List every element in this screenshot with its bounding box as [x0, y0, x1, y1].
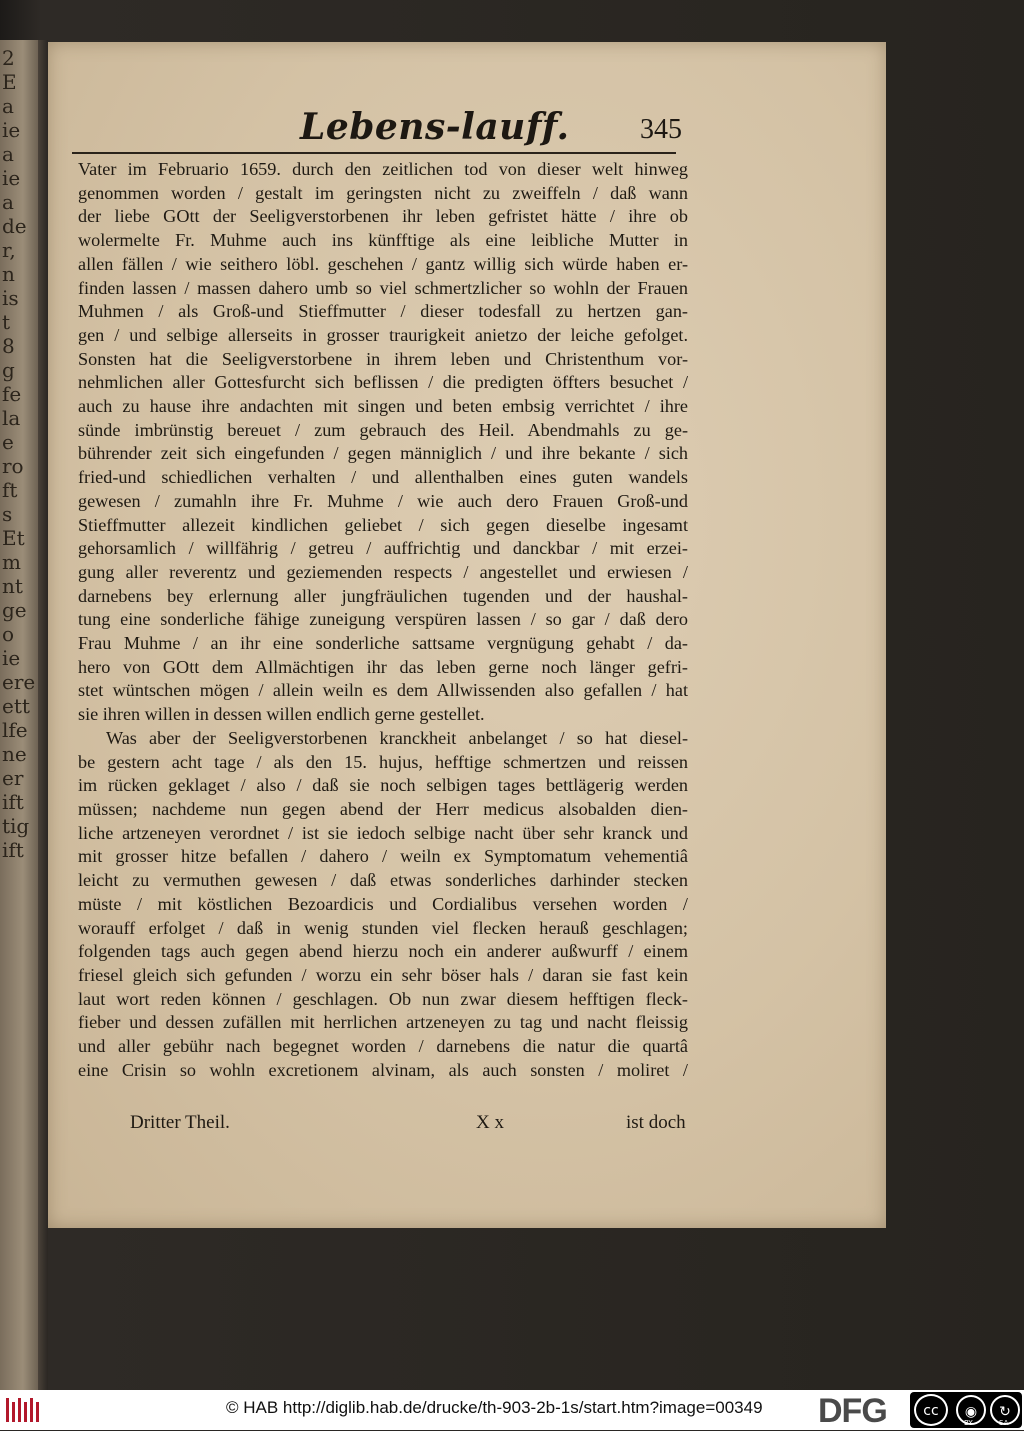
text-line: müssen; nachdeme nun gegen abend der Herr medicus alsobalden dien-: [78, 798, 688, 819]
text-line: sie ihren willen in dessen willen endlich gerne gestellet.: [78, 704, 485, 725]
page-number: 345: [640, 114, 682, 145]
text-line: fried-und schiedlichen verhalten / und allenthalben eines guten wandels: [78, 467, 688, 488]
text-line: fieber und dessen zufällen mit herrlichen artzeneyen zu tag und nacht fleissig: [78, 1012, 688, 1033]
text-line: genommen worden / gestalt im geringsten nicht zu zweiffeln / daß wann: [78, 182, 688, 203]
text-line: laut wort reden können / geschlagen. Ob nun zwar diesem hefftigen fleck-: [78, 988, 688, 1009]
text-line: hero von GOtt dem Allmächtigen ihr das leben gerne noch länger gefri-: [78, 656, 688, 677]
text-line: auch zu hause ihre andachten mit singen und beten embsig verrichtet / ihre: [78, 396, 688, 417]
by-label: BY: [964, 1419, 973, 1427]
text-line: müste / mit köstlichen Bezoardicis und Cordialibus versehen worden /: [78, 893, 688, 914]
text-line: tung eine sonderliche fähige zuneigung verspüren lassen / so gar / daß dero: [78, 609, 688, 630]
text-line: allen fällen / wie seithero löbl. geschehen / gantz willig sich würde haben er-: [78, 253, 688, 274]
book-page: [48, 42, 886, 1228]
text-line: eine Crisin so wohln excretionem alvinam, als auch sonsten / moliret /: [78, 1059, 688, 1080]
text-line: der liebe GOtt der Seeligverstorbenen ihr leben gefristet hätte / ihre ob: [78, 206, 688, 227]
hab-logo-icon: [4, 1394, 44, 1426]
text-line: gehorsamlich / willfährig / getreu / auffrichtig und danckbar / mit erzei-: [78, 538, 688, 559]
text-line: liche artzeneyen verordnet / ist sie iedoch selbige nacht über sehr kranck und: [78, 822, 688, 843]
text-line: und aller gebühr nach begegnet worden / darnebens die natur die quartâ: [78, 1036, 688, 1057]
text-line: Vater im Februario 1659. durch den zeitlichen tod von dieser welt hinweg: [78, 159, 688, 179]
text-line: im rücken geklaget / also / daß sie noch selbigen tages bettlägerig werden: [78, 775, 688, 796]
cc-icon: cc: [914, 1394, 948, 1426]
text-line: gung aller reverentz und geziemenden respects / angestellet und erwiesen /: [78, 561, 688, 582]
text-line: Sonsten hat die Seeligverstorbene in ihrem leben und Christenthum vor-: [78, 348, 688, 369]
sa-icon: ↻: [990, 1395, 1020, 1425]
running-title: Lebens-lauff.: [300, 106, 570, 148]
text-line: leicht zu vermuthen gewesen / daß etwas sonderliches darhinder stecken: [78, 870, 688, 891]
sa-label: SA: [999, 1419, 1009, 1427]
facing-page-edge: [0, 40, 38, 1390]
dfg-logo: DFG: [818, 1392, 887, 1430]
text-line: Was aber der Seeligverstorbenen kranckheit anbelanget / so hat diesel-: [106, 727, 688, 748]
text-line: be gestern acht tage / als den 15. hujus, hefftige schmertzen und reissen: [78, 751, 688, 772]
catchword: ist doch: [626, 1112, 686, 1133]
text-line: gewesen / zumahln ihre Fr. Muhme / wie auch dero Frauen Groß-und: [78, 490, 688, 511]
text-line: mit grosser hitze befallen / dahero / weiln ex Symptomatum vehementiâ: [78, 846, 688, 867]
text-line: worauff erfolget / daß in wenig stunden viel flecken herauß geschlagen;: [78, 917, 688, 938]
signature-mark: X x: [476, 1112, 504, 1133]
text-line: folgenden tags auch gegen abend hierzu noch ein anderer außwurff / einem: [78, 941, 688, 962]
credit-link[interactable]: © HAB http://diglib.hab.de/drucke/th-903-2b-1s/start.htm?image=00349: [226, 1398, 763, 1417]
text-line: stet wüntschen mögen / allein weiln es dem Allwissenden also gefallen / hat: [78, 680, 688, 701]
text-line: sünde imbrünstig bereuet / zum gebrauch des Heil. Abendmahls zu ge-: [78, 419, 688, 440]
text-line: bührender zeit sich eingefunden / gegen männiglich / und ihre bekante / sich: [78, 443, 688, 464]
text-line: Muhmen / als Groß-und Stieffmutter / dieser todesfall zu hertzen gan-: [78, 301, 688, 322]
header-rule: [72, 152, 676, 154]
text-line: Frau Muhme / an ihr eine sonderliche sattsame vergnügung gehabt / da-: [78, 633, 688, 654]
by-icon: ◉: [956, 1395, 986, 1425]
signature-label: Dritter Theil.: [130, 1112, 230, 1133]
text-line: friesel gleich sich gefunden / worzu ein sehr böser hals / daran sie fast kein: [78, 964, 688, 985]
text-line: finden lassen / massen dahero umb so viel schmertzlicher so wohln der Frauen: [78, 277, 688, 298]
facing-page-fragments: 2 E a ie a ie a de r, n is t 8 g fe la e ro ft s Et m nt ge o ie ere ett lfe ne er ift tig ift: [2, 46, 36, 862]
text-line: nehmlichen aller Gottesfurcht sich beflissen / die predigten öffters besuchet /: [78, 372, 688, 393]
text-line: Stieffmutter allezeit kindlichen geliebet / sich gegen dieselbe ingesamt: [78, 514, 688, 535]
book-gutter: [38, 40, 48, 1390]
text-line: gen / und selbige allerseits in grosser traurigkeit anietzo der leiche gefolget.: [78, 324, 688, 345]
body-text: [78, 158, 688, 1082]
cc-license-badge[interactable]: [910, 1392, 1022, 1428]
text-line: darnebens bey erlernung aller jungfräulichen tugenden und der haushal-: [78, 585, 688, 606]
text-line: wolermelte Fr. Muhme auch ins künfftige als eine leibliche Mutter in: [78, 230, 688, 251]
